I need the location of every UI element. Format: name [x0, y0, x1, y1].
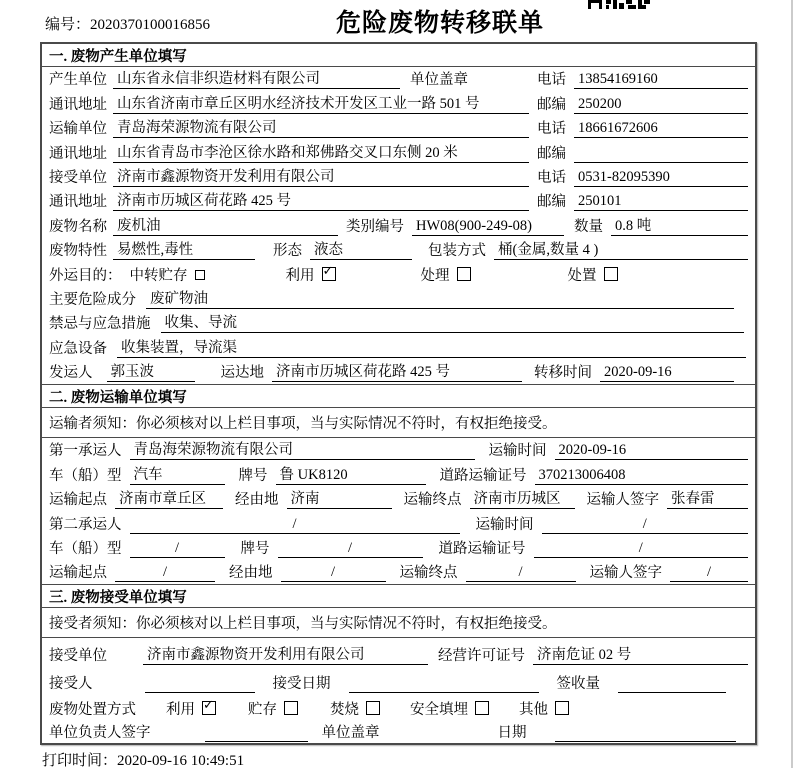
quantity-value: 0.8 吨 — [611, 214, 748, 236]
disposal-option-landfill: 安全填埋 — [410, 698, 489, 719]
checkbox-unchecked-icon — [555, 701, 569, 715]
unit-seal-label: 单位盖章 — [410, 72, 468, 89]
checkbox-checked-icon — [322, 267, 336, 281]
checkbox-unchecked-icon — [284, 701, 298, 715]
carrier-sign-value: 张春雷 — [667, 487, 748, 509]
row-first-carrier — [42, 438, 755, 462]
zip-value — [574, 162, 748, 163]
transporter-notice: 运输者须知：你必须核对以上栏目事项，当与实际情况不符时，有权拒绝接受。 — [42, 408, 755, 438]
row-waste-name — [42, 213, 755, 237]
zip-value: 250101 — [574, 193, 748, 211]
carrier2-label: 第二承运人 — [49, 516, 122, 533]
page-edge-line — [791, 0, 793, 768]
terminus-value: 济南市历城区 — [470, 487, 575, 509]
vehicle-type-label: 车（船）型 — [49, 541, 122, 558]
origin-value: / — [115, 564, 215, 582]
category-code-label: 类别编号 — [346, 218, 404, 235]
row-receiver — [42, 165, 755, 189]
disposal-option-other: 其他 — [519, 698, 569, 719]
transport-time-value: / — [542, 516, 749, 534]
phone-value: 0531-82095390 — [574, 169, 748, 187]
row-taboo-measures — [42, 311, 755, 335]
checkbox-unchecked-icon — [195, 270, 205, 280]
transporter-unit-value: 青岛海荣源物流有限公司 — [113, 116, 529, 138]
via-value: 济南 — [287, 487, 392, 509]
transport-time-value: 2020-09-16 — [555, 442, 749, 460]
phone-label: 电话 — [537, 169, 566, 186]
road-license-value: / — [534, 540, 749, 558]
plate-label: 牌号 — [240, 541, 270, 558]
accept-date-value — [349, 692, 539, 693]
head-sign-label: 单位负责人签字 — [49, 725, 151, 742]
terminus-label: 运输终点 — [399, 565, 458, 582]
permit-label: 经营许可证号 — [438, 648, 525, 665]
serial-label: 编号： — [45, 17, 91, 33]
vehicle-type-value: / — [130, 540, 225, 558]
plate-value: / — [278, 540, 423, 558]
consignor-value: 郭玉波 — [107, 360, 195, 382]
row-producer-address — [42, 91, 755, 115]
hazard-label: 主要危险成分 — [49, 291, 136, 308]
row-disposal-method — [42, 695, 755, 721]
disposal-option-utilize: 利用 ✓ — [166, 698, 216, 719]
print-time-value: 2020-09-16 10:49:51 — [117, 753, 245, 769]
road-license-label: 道路运输证号 — [438, 541, 526, 558]
waste-name-label: 废物名称 — [49, 218, 107, 235]
transport-time-label: 运输时间 — [475, 516, 534, 533]
plate-value: 鲁 UK8120 — [276, 463, 426, 485]
carrier2-value: / — [130, 516, 460, 534]
transfer-date-value: 2020-09-16 — [600, 364, 734, 382]
destination-label: 运达地 — [220, 365, 264, 382]
equipment-label: 应急设备 — [49, 340, 107, 357]
form-state-label: 形态 — [273, 243, 302, 260]
producer-unit-value: 山东省永信非织造材料有限公司 — [113, 67, 400, 89]
checkbox-unchecked-icon — [604, 267, 618, 281]
category-code-value: HW08(900-249-08) — [412, 218, 564, 236]
zip-label: 邮编 — [537, 96, 566, 113]
form-state-value: 液态 — [310, 238, 412, 260]
accept-unit-label: 接受单位 — [49, 648, 107, 665]
carrier-sign-label: 运输人签字 — [586, 492, 659, 509]
row-vehicle2 — [42, 536, 755, 560]
origin-label: 运输起点 — [49, 492, 107, 509]
date-label: 日期 — [497, 725, 527, 742]
purpose-option-dispose: 处置 — [568, 264, 618, 285]
road-license-value: 370213006408 — [535, 467, 749, 485]
packing-value: 桶(金属,数量 4 ) — [494, 238, 748, 260]
transfer-date-label: 转移时间 — [534, 365, 592, 382]
equipment-value: 收集装置，导流渠 — [117, 336, 746, 358]
transporter-unit-label: 运输单位 — [49, 121, 107, 138]
print-time-label: 打印时间： — [42, 753, 118, 769]
carrier1-label: 第一承运人 — [49, 443, 122, 460]
section1-header: 一. 废物产生单位填写 — [42, 44, 755, 67]
terminus-value: / — [466, 564, 576, 582]
checkbox-unchecked-icon — [457, 267, 471, 281]
phone-value: 13854169160 — [574, 71, 748, 89]
address-value: 山东省青岛市李沧区徐水路和郑佛路交叉口东侧 20 米 — [113, 141, 529, 163]
address-label: 通讯地址 — [49, 96, 107, 113]
zip-label: 邮编 — [537, 194, 566, 211]
permit-value: 济南危证 02 号 — [533, 643, 748, 665]
checkbox-checked-icon — [202, 701, 216, 715]
receiver-notice: 接受者须知：你必须核对以上栏目事项，当与实际情况不符时，有权拒绝接受。 — [42, 608, 755, 638]
road-license-label: 道路运输证号 — [439, 467, 527, 484]
date-value — [555, 741, 736, 742]
transport-time-label: 运输时间 — [488, 443, 547, 460]
destination-value: 济南市历城区荷花路 425 号 — [272, 360, 522, 382]
qr-code-fragment-icon — [588, 0, 652, 9]
row-route2 — [42, 560, 755, 584]
vehicle-type-label: 车（船）型 — [49, 467, 122, 484]
row-producer — [42, 67, 755, 91]
purpose-option-storage: 中转贮存 — [130, 264, 205, 285]
carrier-sign-value: / — [670, 564, 748, 582]
packing-label: 包装方式 — [428, 243, 486, 260]
receiver-unit-value: 济南市鑫源物资开发利用有限公司 — [113, 165, 529, 187]
signed-amount-label: 签收量 — [556, 676, 600, 693]
section3-header: 三. 废物接受单位填写 — [42, 584, 755, 608]
taboo-label: 禁忌与应急措施 — [49, 316, 151, 333]
serial-value: 2020370100016856 — [90, 17, 211, 33]
section2-header: 二. 废物运输单位填写 — [42, 384, 755, 408]
head-sign-value — [205, 741, 308, 742]
row-signoff — [42, 721, 755, 748]
phone-label: 电话 — [537, 121, 566, 138]
taboo-value: 收集、导流 — [161, 311, 745, 333]
origin-label: 运输起点 — [49, 565, 107, 582]
row-waste-character — [42, 238, 755, 262]
row-emergency-equipment — [42, 335, 755, 359]
purpose-option-treat: 处理 — [421, 264, 471, 285]
terminus-label: 运输终点 — [403, 492, 462, 509]
via-value: / — [281, 564, 386, 582]
row-consignor — [42, 360, 755, 384]
row-transporter — [42, 116, 755, 140]
zip-label: 邮编 — [537, 145, 566, 162]
waste-character-value: 易燃性,毒性 — [113, 238, 255, 260]
transfer-form-table — [40, 42, 757, 745]
address-value: 济南市历城区荷花路 425 号 — [113, 189, 529, 211]
carrier-sign-label: 运输人签字 — [589, 565, 662, 582]
accept-person-label: 接受人 — [49, 676, 93, 693]
zip-value: 250200 — [574, 96, 748, 114]
phone-value: 18661672606 — [574, 120, 748, 138]
page-title: 危险废物转移联单 — [335, 10, 544, 37]
plate-label: 牌号 — [238, 467, 268, 484]
hazard-value: 废矿物油 — [146, 287, 734, 309]
signed-amount-value — [618, 692, 726, 693]
disposal-option-incinerate: 焚烧 — [330, 698, 380, 719]
row-receiver-address — [42, 189, 755, 213]
checkbox-unchecked-icon — [475, 701, 489, 715]
row-accept-unit — [42, 638, 755, 667]
row-accept-person — [42, 667, 755, 695]
disposal-method-label: 废物处置方式 — [49, 702, 136, 719]
row-transporter-address — [42, 140, 755, 164]
purpose-label: 外运目的： — [49, 267, 122, 284]
quantity-label: 数量 — [574, 218, 603, 235]
waste-name-value: 废机油 — [113, 214, 338, 236]
print-time — [42, 749, 244, 770]
producer-unit-label: 产生单位 — [49, 72, 107, 89]
purpose-option-utilize: 利用 ✓ — [286, 264, 336, 285]
row-second-carrier — [42, 511, 755, 535]
row-hazard-component — [42, 287, 755, 311]
address-value: 山东省济南市章丘区明水经济技术开发区工业一路 501 号 — [113, 92, 529, 114]
accept-date-label: 接受日期 — [272, 676, 331, 693]
via-label: 经由地 — [229, 565, 273, 582]
origin-value: 济南市章丘区 — [115, 487, 223, 509]
address-label: 通讯地址 — [49, 145, 107, 162]
disposal-option-storage: 贮存 — [248, 698, 298, 719]
consignor-label: 发运人 — [49, 365, 93, 382]
carrier1-value: 青岛海荣源物流有限公司 — [130, 438, 475, 460]
phone-label: 电话 — [537, 72, 566, 89]
row-vehicle1 — [42, 462, 755, 486]
address-label: 通讯地址 — [49, 194, 107, 211]
row-transfer-purpose — [42, 262, 755, 286]
waste-character-label: 废物特性 — [49, 243, 107, 260]
accept-unit-value: 济南市鑫源物资开发利用有限公司 — [143, 643, 428, 665]
via-label: 经由地 — [235, 492, 279, 509]
accept-person-value — [145, 692, 255, 693]
checkbox-unchecked-icon — [366, 701, 380, 715]
vehicle-type-value: 汽车 — [130, 463, 225, 485]
row-route1 — [42, 487, 755, 511]
receiver-unit-label: 接受单位 — [49, 169, 107, 186]
unit-seal-label: 单位盖章 — [321, 725, 380, 742]
